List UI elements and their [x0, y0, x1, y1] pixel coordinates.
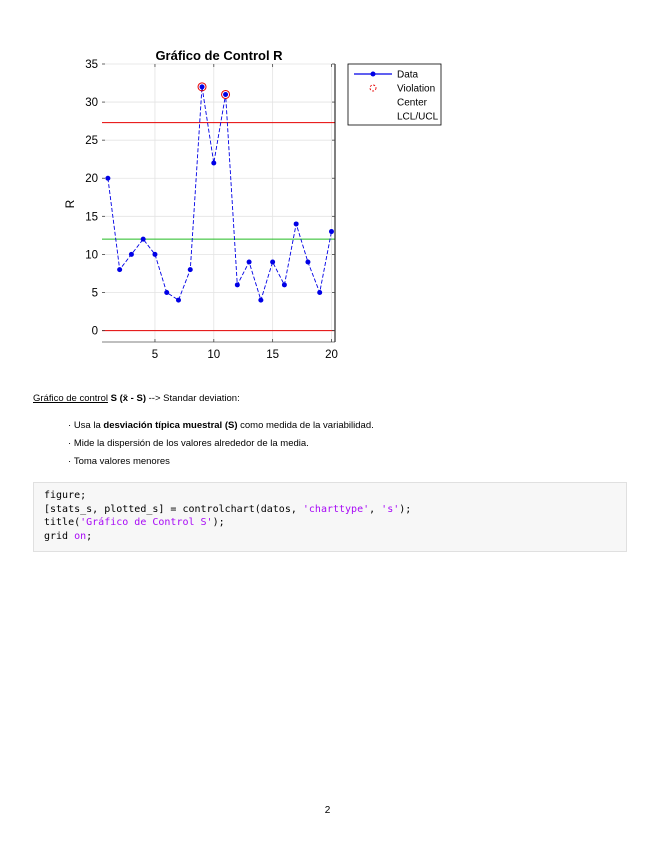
data-point: [164, 290, 169, 295]
reference-lines: [102, 123, 335, 331]
data-point: [223, 92, 228, 97]
heading-rest: --> Standar deviation:: [146, 393, 240, 404]
control-chart-r: [60, 40, 460, 370]
legend-entry-center: Center: [397, 97, 428, 109]
data-point: [211, 161, 216, 166]
data-point: [329, 229, 334, 234]
section-heading: [33, 393, 240, 404]
data-point: [235, 282, 240, 287]
list-item: · Mide la dispersión de los valores alrededor de la media.: [68, 435, 374, 453]
y-tick-label: 15: [85, 211, 98, 224]
chart-title: Gráfico de Control R: [155, 48, 283, 63]
y-tick-label: 20: [85, 173, 98, 186]
bullet-list: [68, 417, 374, 471]
data-point: [270, 260, 275, 265]
data-point: [129, 252, 134, 257]
data-point: [152, 252, 157, 257]
data-point: [294, 221, 299, 226]
bullet-text: Usa la: [73, 420, 104, 431]
code-line: title('Gráfico de Control S');: [44, 517, 225, 528]
axes: [85, 59, 338, 361]
data-point: [200, 84, 205, 89]
code-block[interactable]: [33, 482, 627, 552]
legend: [348, 64, 441, 125]
legend-entry-data: Data: [397, 69, 419, 81]
grid-lines: [102, 64, 335, 342]
y-tick-label: 30: [85, 97, 98, 110]
bullet-bold: desviación típica muestral (S): [103, 420, 238, 431]
y-tick-label: 0: [91, 325, 98, 338]
code-line: figure;: [44, 490, 87, 501]
heading-link[interactable]: Gráfico de control: [33, 393, 108, 404]
data-point: [282, 282, 287, 287]
y-tick-label: 5: [91, 287, 98, 300]
heading-bold: S (x̄ - S): [110, 393, 146, 404]
data-point: [176, 298, 181, 303]
x-tick-label: 10: [207, 349, 221, 361]
data-point: [117, 267, 122, 272]
data-point: [188, 267, 193, 272]
legend-entry-violation: Violation: [397, 83, 436, 95]
list-item: [68, 417, 374, 435]
data-point: [141, 237, 146, 242]
data-point: [317, 290, 322, 295]
data-point: [247, 260, 252, 265]
y-tick-label: 35: [85, 59, 98, 71]
data-point: [305, 260, 310, 265]
x-tick-label: 20: [325, 349, 338, 361]
bullet-text: como medida de la variabilidad.: [237, 420, 374, 431]
data-point: [258, 298, 263, 303]
legend-data-marker: [371, 72, 376, 77]
legend-entry-limits: LCL/UCL: [397, 111, 439, 123]
list-item: · Toma valores menores: [68, 453, 374, 471]
code-line: [stats_s, plotted_s] = controlchart(datos, 'charttype', 's');: [44, 503, 412, 515]
x-tick-label: 15: [266, 349, 280, 361]
y-tick-label: 25: [85, 135, 98, 148]
code-line: grid on;: [44, 530, 93, 542]
data-point: [105, 176, 110, 181]
y-axis-label: R: [63, 199, 77, 209]
x-tick-label: 5: [151, 349, 159, 361]
page-number: 2: [324, 805, 331, 816]
series-line-data: [108, 87, 332, 300]
data-series: [105, 83, 334, 303]
y-tick-label: 10: [85, 249, 98, 262]
